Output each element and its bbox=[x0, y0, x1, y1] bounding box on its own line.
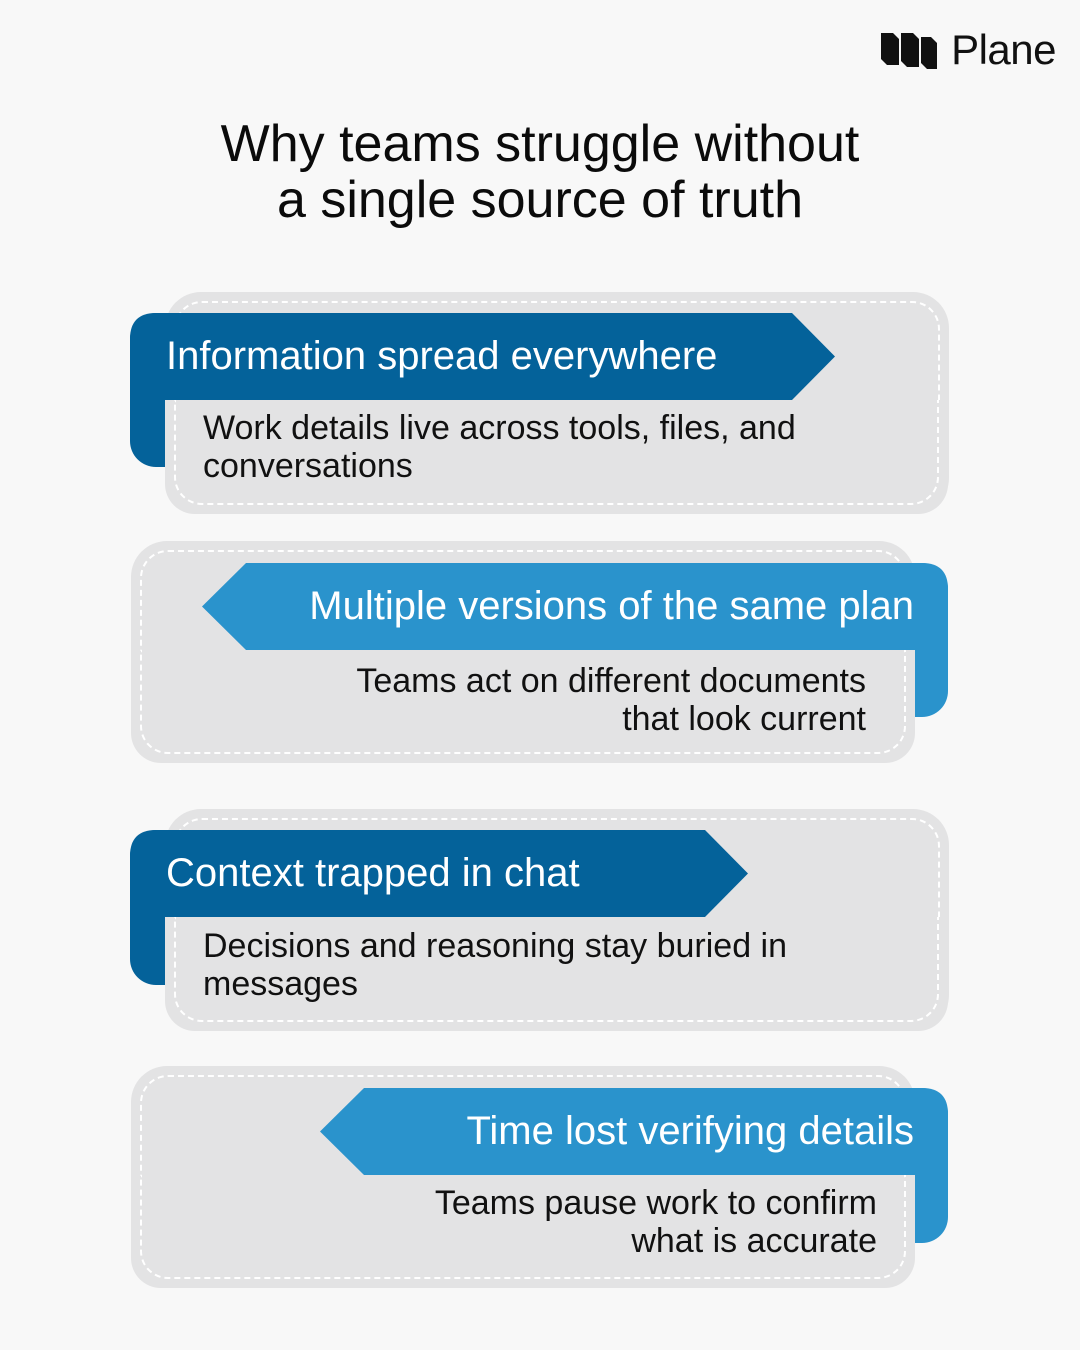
card-description: Teams act on different documents that look current bbox=[356, 662, 866, 738]
card-heading: Context trapped in chat bbox=[166, 851, 580, 895]
card-heading: Information spread everywhere bbox=[166, 334, 718, 378]
card-banner bbox=[466, 1088, 914, 1175]
title-line-1: Why teams struggle without bbox=[220, 115, 860, 173]
brand-name: Plane bbox=[951, 26, 1056, 73]
card-heading: Time lost verifying details bbox=[466, 1109, 914, 1153]
card-description: Work details live across tools, files, and conversations bbox=[203, 409, 796, 485]
card-heading: Multiple versions of the same plan bbox=[309, 584, 914, 628]
title-line-2: a single source of truth bbox=[276, 171, 804, 229]
card-banner bbox=[309, 563, 914, 650]
card-banner bbox=[166, 830, 580, 917]
card-description: Teams pause work to confirm what is accurate bbox=[434, 1184, 877, 1260]
card-description: Decisions and reasoning stay buried in messages bbox=[203, 927, 788, 1003]
card-banner bbox=[166, 313, 717, 400]
